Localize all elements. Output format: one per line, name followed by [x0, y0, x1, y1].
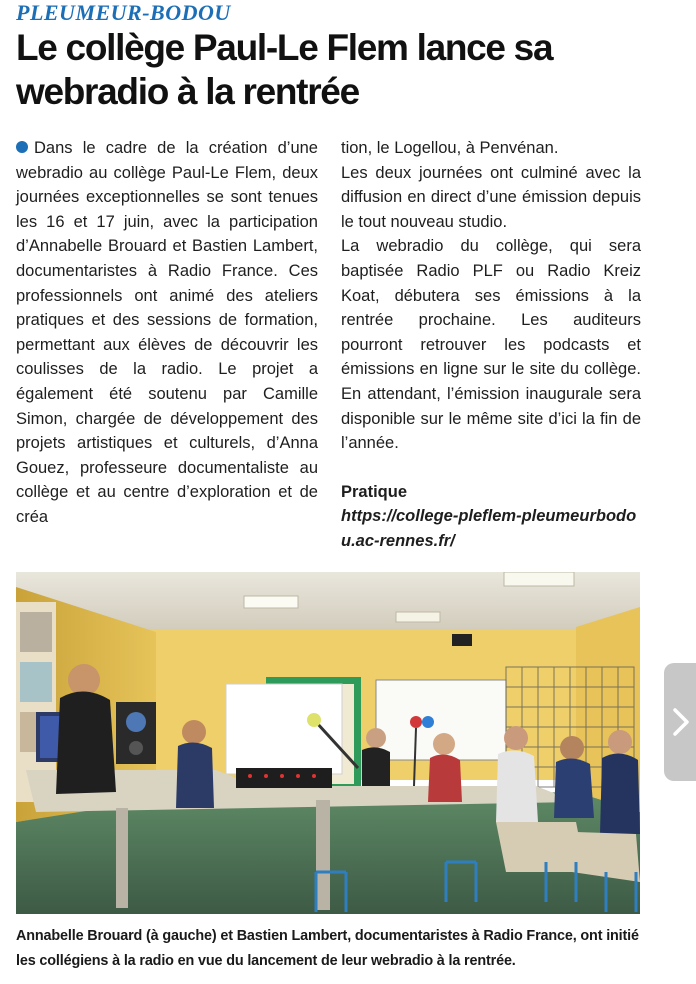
article-paragraph: tion, le Logellou, à Penvénan.	[341, 139, 559, 157]
article-column-2	[341, 136, 641, 554]
photo-caption: Annabelle Brouard (à gauche) et Bastien Lambert, documentaristes à Radio France, ont initié les collégiens à la radio en vue du lancement de leur webradio à la rentrée.	[16, 928, 639, 969]
pratique-link[interactable]: https://college-pleflem-pleumeurbodou.ac-rennes.fr/	[341, 507, 637, 550]
pratique-label: Pratique	[341, 482, 408, 501]
article-photo	[16, 572, 640, 914]
article-paragraph: Les deux journées ont culminé avec la diffusion en direct d’une émission depuis le tout nouveau studio.	[341, 163, 641, 231]
bullet-icon	[16, 141, 28, 153]
article-text: Dans le cadre de la création d’une webradio au collège Paul-Le Flem, deux journées exceptionnelles se sont tenues les 16 et 17 juin, avec la participation d’Annabelle Brouard et Bastien Lambert, documentaristes à Radio France. Ces professionnels ont animé des ateliers pratiques et des sessions de formation, permettant aux élèves de découvrir les coulisses de la radio. Le projet a également été soutenu par Camille Simon, chargée de développement des projets artistiques et culturels, d’Anna Gouez, professeure documentaliste au collège et au centre d’exploration et de créa	[16, 139, 318, 526]
article-headline: Le collège Paul-Le Flem lance sa webradio à la rentrée	[16, 27, 553, 112]
article-column-1	[16, 136, 318, 530]
article-paragraph: La webradio du collège, qui sera baptisée Radio PLF ou Radio Kreiz Koat, débutera ses émissions à la rentrée prochaine. Les auditeurs pourront retrouver les podcasts et émissions en ligne sur le site du collège. En attendant, l’émission inaugurale sera disponible sur le même site d’ici la fin de l’année.	[341, 237, 641, 453]
next-page-button[interactable]	[664, 663, 696, 781]
article-kicker: PLEUMEUR-BODOU	[16, 0, 231, 25]
article-paragraph	[16, 136, 318, 530]
chevron-right-icon	[672, 707, 690, 737]
